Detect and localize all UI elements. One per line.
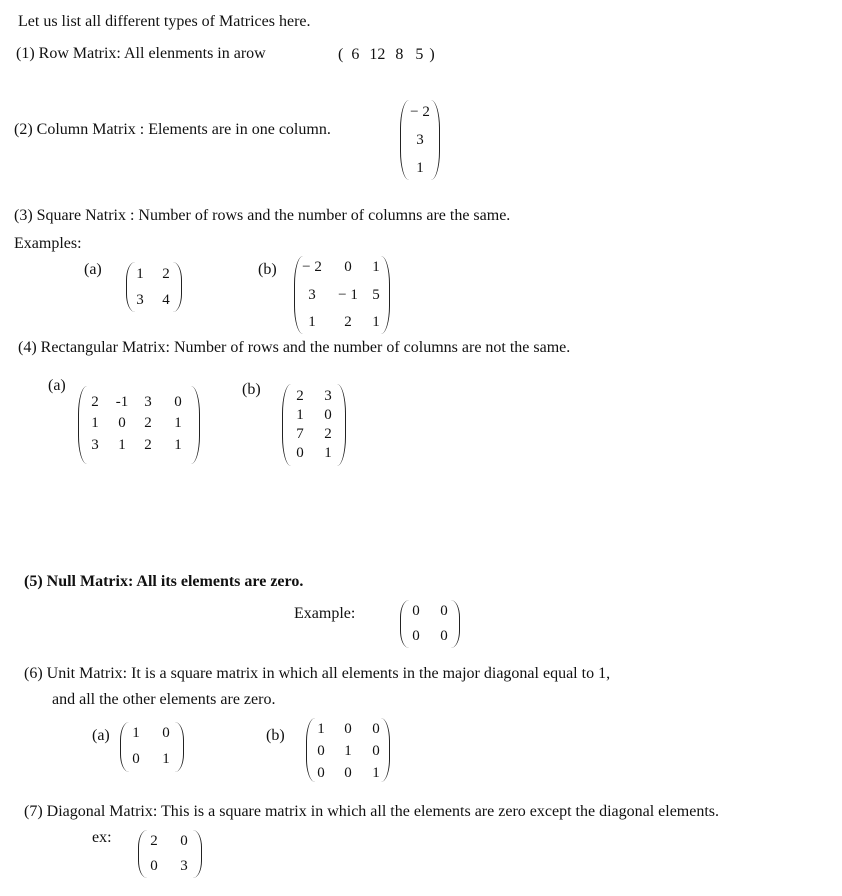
unit-b-label: (b) bbox=[266, 727, 285, 744]
examples-label: Examples: bbox=[14, 235, 82, 252]
rect-b-label: (b) bbox=[242, 381, 261, 398]
row-matrix-label: (1) Row Matrix: All elenments in arow bbox=[16, 45, 266, 62]
column-matrix: − 2 3 1 bbox=[400, 100, 440, 180]
column-matrix-label: (2) Column Matrix : Elements are in one column. bbox=[14, 121, 331, 138]
square-a-label: (a) bbox=[84, 261, 102, 278]
null-example-label: Example: bbox=[294, 605, 356, 622]
intro-text: Let us list all different types of Matrices here. bbox=[18, 13, 311, 30]
unit-matrix-b: 1 0 0 0 1 0 0 0 1 bbox=[306, 718, 390, 782]
unit-matrix-label: (6) Unit Matrix: It is a square matrix in which all elements in the major diagonal equal to 1, bbox=[24, 665, 611, 682]
null-matrix: 0 0 0 0 bbox=[400, 600, 460, 648]
unit-matrix-a: 1 0 0 1 bbox=[120, 722, 184, 772]
row-matrix: ( 6 12 8 5 ) bbox=[338, 46, 435, 63]
diagonal-ex-label: ex: bbox=[92, 829, 112, 846]
rectangular-matrix-b: 2 3 1 0 7 2 0 1 bbox=[282, 384, 346, 466]
unit-matrix-label-2: and all the other elements are zero. bbox=[52, 691, 276, 708]
square-matrix-a: 1 2 3 4 bbox=[126, 262, 182, 312]
rectangular-matrix-a: 2 -1 3 0 1 0 2 1 3 1 2 1 bbox=[78, 386, 200, 464]
square-matrix-b: − 2 0 1 3 − 1 5 1 2 1 bbox=[294, 256, 390, 334]
diagonal-matrix-label: (7) Diagonal Matrix: This is a square matrix in which all the elements are zero except the diagonal elements. bbox=[24, 803, 720, 820]
square-matrix-label: (3) Square Natrix : Number of rows and the number of columns are the same. bbox=[14, 207, 511, 224]
null-matrix-label: (5) Null Matrix: All its elements are zero. bbox=[24, 573, 304, 590]
square-b-label: (b) bbox=[258, 261, 277, 278]
unit-a-label: (a) bbox=[92, 727, 110, 744]
diagonal-matrix: 2 0 0 3 bbox=[138, 830, 202, 878]
rect-a-label: (a) bbox=[48, 377, 66, 394]
rectangular-matrix-label: (4) Rectangular Matrix: Number of rows and the number of columns are not the same. bbox=[18, 339, 571, 356]
